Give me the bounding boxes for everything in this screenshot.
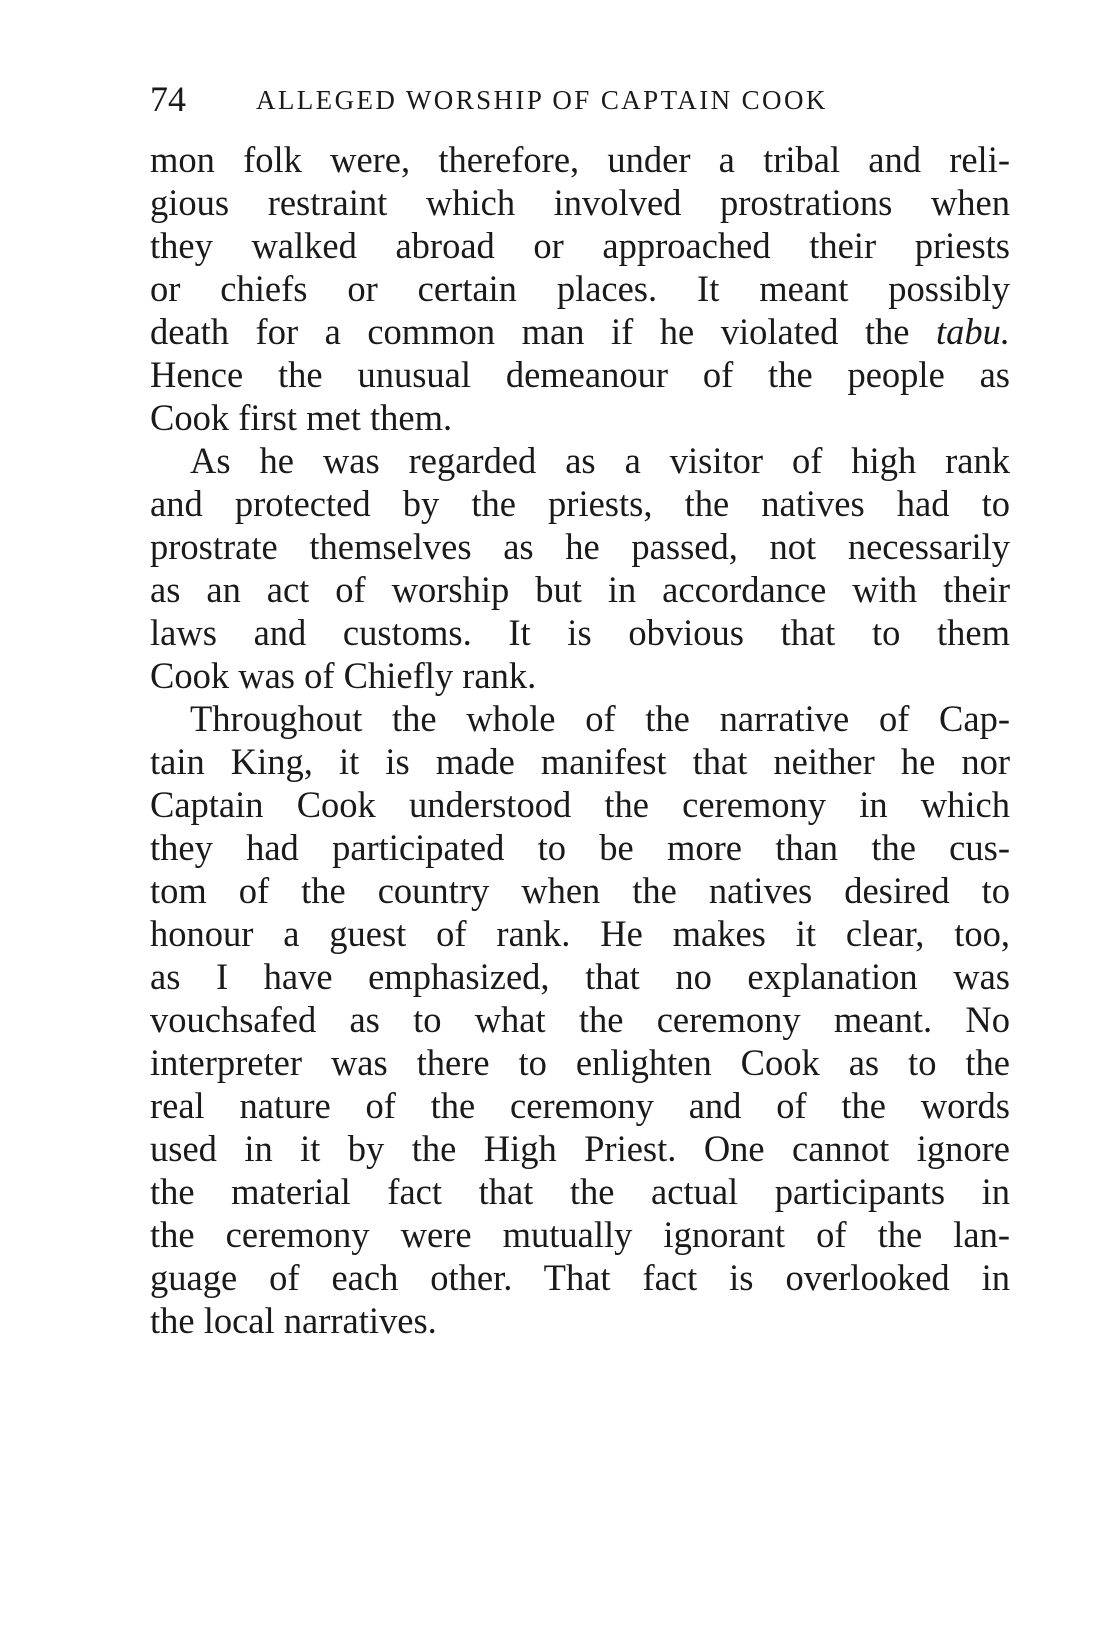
- text-line: or chiefs or certain places. It meant possibly: [150, 268, 1010, 309]
- text-line: prostrate themselves as he passed, not necessarily: [150, 526, 1010, 567]
- text-line: Cook was of Chiefly rank.: [150, 655, 537, 696]
- text-line: the local narratives.: [150, 1300, 437, 1341]
- text-line: mon folk were, therefore, under a tribal and reli-: [150, 139, 1010, 180]
- text-line: As he was regarded as a visitor of high rank: [190, 440, 1010, 481]
- text-line: as an act of worship but in accordance with their: [150, 569, 1010, 610]
- text-line: the material fact that the actual participants in: [150, 1171, 1010, 1212]
- text-line: the ceremony were mutually ignorant of the lan-: [150, 1214, 1010, 1255]
- text-line: vouchsafed as to what the ceremony meant. No: [150, 999, 1010, 1040]
- text-line: tom of the country when the natives desired to: [150, 870, 1010, 911]
- text-line: as I have emphasized, that no explanation was: [150, 956, 1010, 997]
- italic-term-tabu: tabu.: [935, 311, 1010, 352]
- text-line: they walked abroad or approached their priests: [150, 225, 1010, 266]
- running-head: [150, 74, 950, 124]
- text-line: [150, 310, 1010, 353]
- text-line: tain King, it is made manifest that neither he nor: [150, 741, 1010, 782]
- text-line: Captain Cook understood the ceremony in which: [150, 784, 1010, 825]
- text-line: guage of each other. That fact is overlooked in: [150, 1257, 1010, 1298]
- body-text: [150, 138, 1010, 1342]
- text-line: gious restraint which involved prostrations when: [150, 182, 1010, 223]
- page-number: 74: [150, 79, 186, 119]
- text-line: they had participated to be more than the cus-: [150, 827, 1010, 868]
- paragraph-3: [150, 697, 1010, 1342]
- text-line: Cook first met them.: [150, 397, 453, 438]
- text-line: used in it by the High Priest. One cannot ignore: [150, 1128, 1010, 1169]
- text-line: interpreter was there to enlighten Cook as to the: [150, 1042, 1010, 1083]
- text-line: real nature of the ceremony and of the words: [150, 1085, 1010, 1126]
- text-line: laws and customs. It is obvious that to them: [150, 612, 1010, 653]
- text-line: Throughout the whole of the narrative of Cap-: [190, 698, 1010, 739]
- text-line: and protected by the priests, the natives had to: [150, 483, 1010, 524]
- running-title: ALLEGED WORSHIP OF CAPTAIN COOK: [256, 85, 828, 115]
- text-line: Hence the unusual demeanour of the people as: [150, 354, 1010, 395]
- paragraph-2: [150, 439, 1010, 697]
- paragraph-1: [150, 138, 1010, 439]
- text-line: honour a guest of rank. He makes it clear, too,: [150, 913, 1010, 954]
- text-line-start: death for a common man if he violated the: [150, 311, 936, 352]
